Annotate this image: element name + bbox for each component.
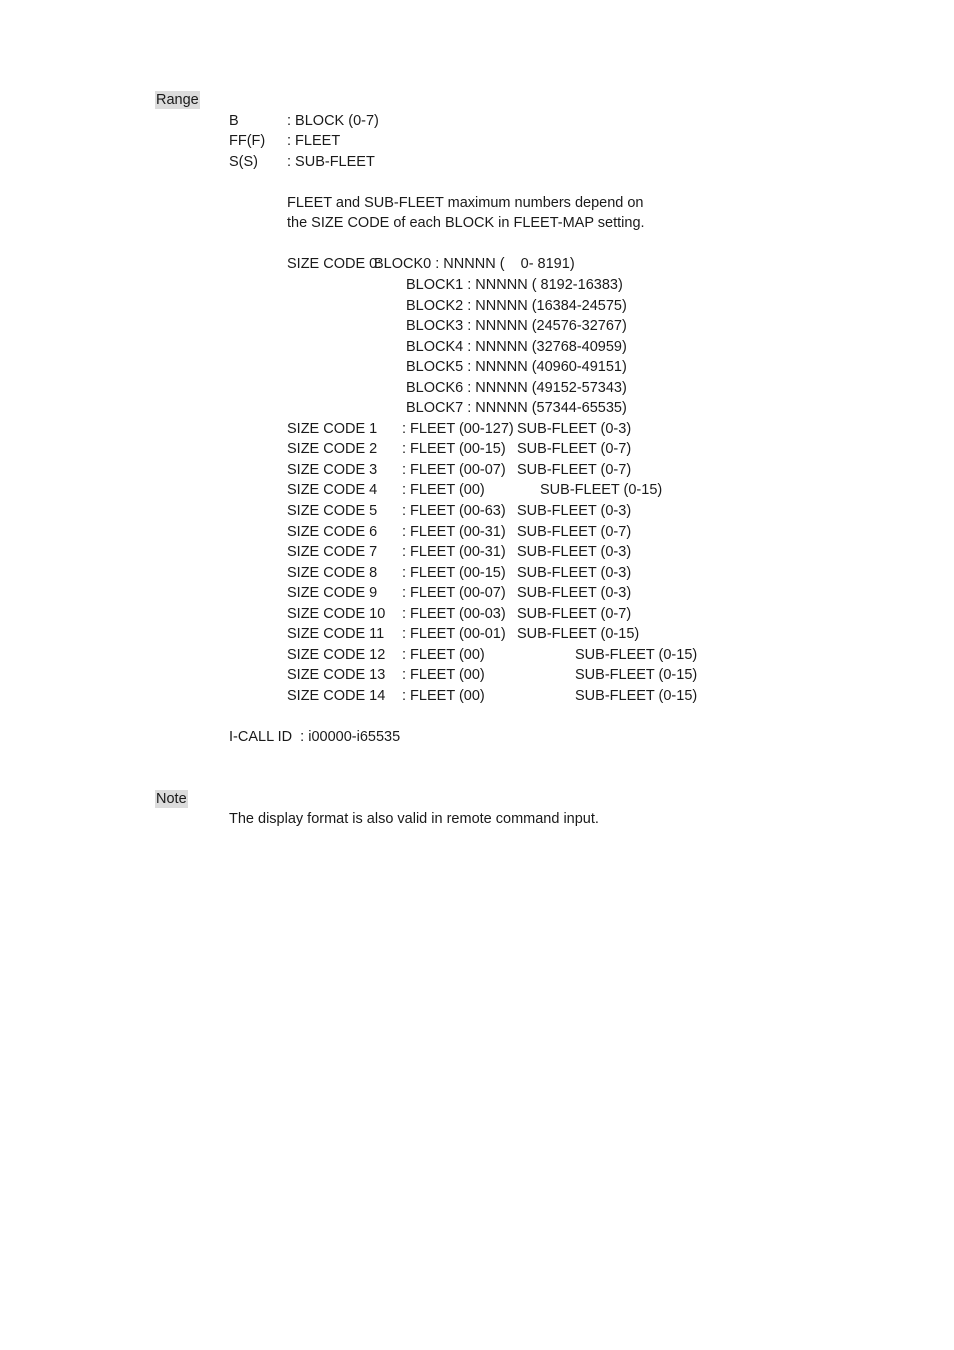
size-code-label: SIZE CODE 7 (287, 544, 378, 560)
def-term-subfleet: S(S) (229, 154, 258, 170)
size-code-fleet: : FLEET (00-01) (402, 626, 506, 642)
size-code-fleet: : FLEET (00-63) (402, 503, 506, 519)
size-code-subfleet: SUB-FLEET (0-3) (517, 421, 632, 437)
size-code-fleet: : FLEET (00-31) (402, 524, 506, 540)
size-code-fleet: : FLEET (00) (402, 647, 485, 663)
block-range: BLOCK7 : NNNNN (57344-65535) (406, 400, 627, 416)
size-code-subfleet: SUB-FLEET (0-15) (575, 647, 698, 663)
size-code-fleet: : FLEET (00-07) (402, 462, 506, 478)
size-code-label: SIZE CODE 4 (287, 482, 378, 498)
def-desc-subfleet: : SUB-FLEET (287, 154, 375, 170)
size-code-subfleet: SUB-FLEET (0-15) (517, 626, 640, 642)
size-code-fleet: : FLEET (00-15) (402, 565, 506, 581)
block-range: BLOCK6 : NNNNN (49152-57343) (406, 380, 627, 396)
size-code-subfleet: SUB-FLEET (0-3) (517, 503, 632, 519)
size-code-fleet: : FLEET (00-31) (402, 544, 506, 560)
size-code-label: SIZE CODE 1 (287, 421, 378, 437)
size-code-label: SIZE CODE 9 (287, 585, 378, 601)
block-range: BLOCK2 : NNNNN (16384-24575) (406, 298, 627, 314)
size-code-label: SIZE CODE 5 (287, 503, 378, 519)
block-range: BLOCK1 : NNNNN ( 8192-16383) (406, 277, 623, 293)
def-desc-fleet: : FLEET (287, 133, 341, 149)
size-code-label: SIZE CODE 13 (287, 667, 386, 683)
size-code-label: SIZE CODE 6 (287, 524, 378, 540)
size-code-label: SIZE CODE 11 (287, 626, 385, 642)
def-desc-block: : BLOCK (0-7) (287, 113, 379, 129)
intro-line: the SIZE CODE of each BLOCK in FLEET-MAP setting. (287, 215, 645, 231)
def-term-fleet: FF(F) (229, 133, 266, 149)
size-code-fleet: : FLEET (00) (402, 667, 485, 683)
size-code-label: SIZE CODE 3 (287, 462, 378, 478)
size-code-label: SIZE CODE 2 (287, 441, 378, 457)
size-code-fleet: : FLEET (00-15) (402, 441, 506, 457)
size-code-fleet: : FLEET (00-03) (402, 606, 506, 622)
size-code-fleet: : FLEET (00-127) (402, 421, 514, 437)
size-code-fleet: : FLEET (00) (402, 482, 485, 498)
size-code-subfleet: SUB-FLEET (0-3) (517, 544, 632, 560)
block-range: BLOCK4 : NNNNN (32768-40959) (406, 339, 627, 355)
size-code-subfleet: SUB-FLEET (0-7) (517, 606, 632, 622)
size-code-fleet: : FLEET (00) (402, 688, 485, 704)
icall-id-range: I-CALL ID : i00000-i65535 (229, 729, 401, 745)
size-code-label: SIZE CODE 14 (287, 688, 386, 704)
size-code-label: SIZE CODE 10 (287, 606, 386, 622)
intro-line: FLEET and SUB-FLEET maximum numbers depend on (287, 195, 644, 211)
note-text: The display format is also valid in remote command input. (229, 811, 599, 827)
size-code-subfleet: SUB-FLEET (0-7) (517, 441, 632, 457)
size-code-subfleet: SUB-FLEET (0-3) (517, 565, 632, 581)
size-code-0-label: SIZE CODE 0: (287, 256, 382, 272)
size-code-subfleet: SUB-FLEET (0-3) (517, 585, 632, 601)
note-heading: Note (156, 791, 187, 807)
size-code-subfleet: SUB-FLEET (0-15) (575, 688, 698, 704)
size-code-fleet: : FLEET (00-07) (402, 585, 506, 601)
def-term-block: B (229, 113, 239, 129)
size-code-label: SIZE CODE 8 (287, 565, 378, 581)
size-code-subfleet: SUB-FLEET (0-7) (517, 462, 632, 478)
size-code-label: SIZE CODE 12 (287, 647, 386, 663)
size-code-subfleet: SUB-FLEET (0-7) (517, 524, 632, 540)
block-range: BLOCK5 : NNNNN (40960-49151) (406, 359, 627, 375)
block-range: BLOCK0 : NNNNN ( 0- 8191) (374, 256, 575, 272)
size-code-subfleet: SUB-FLEET (0-15) (575, 667, 698, 683)
block-range: BLOCK3 : NNNNN (24576-32767) (406, 318, 627, 334)
range-heading: Range (156, 92, 199, 108)
size-code-subfleet: SUB-FLEET (0-15) (540, 482, 663, 498)
